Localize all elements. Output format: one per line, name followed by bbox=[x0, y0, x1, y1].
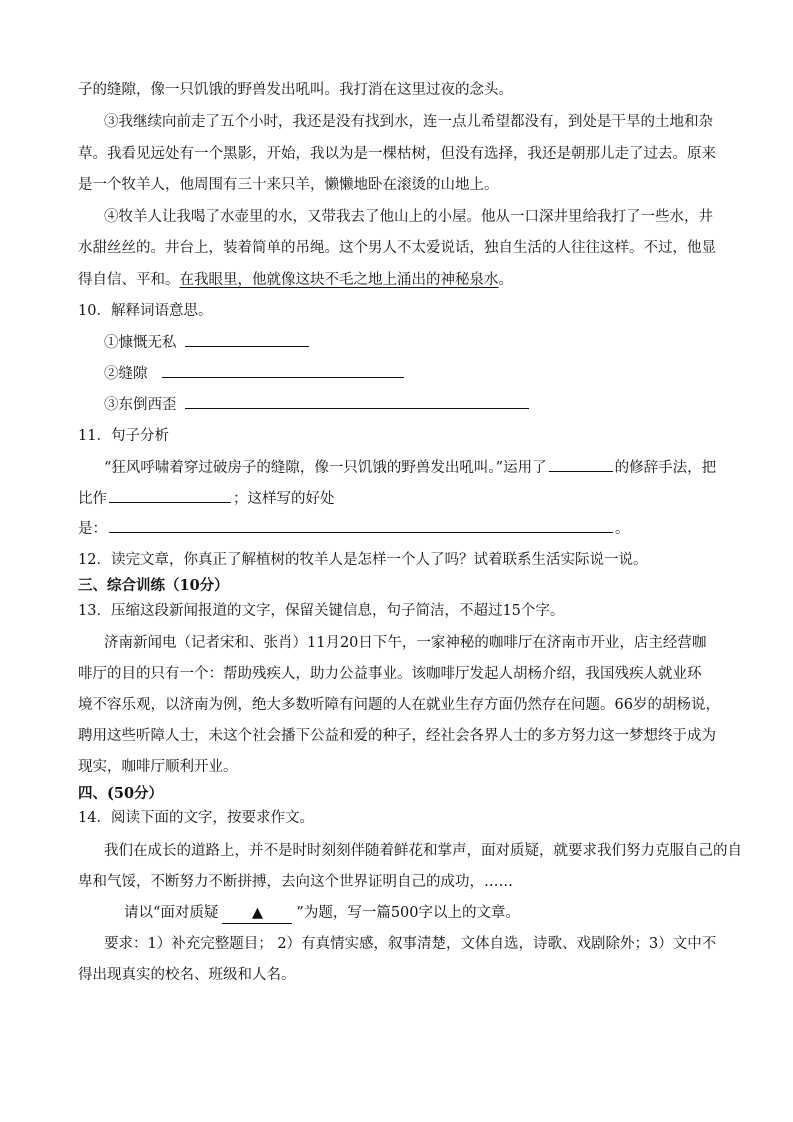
answer-blank[interactable] bbox=[109, 518, 613, 533]
q10-item-1 bbox=[104, 332, 311, 353]
essay-text-line: 我们在成长的道路上，并不是时时刻刻伴随着鲜花和掌声，面对质疑，就要求我们努力克服自己的自 bbox=[104, 843, 742, 859]
news-line: 聘用这些听障人士，未这个社会播下公益和爱的种子，经社会各界人士的多方努力这一梦想终于成为 bbox=[78, 728, 716, 744]
news-line: 啡厅的目的只有一个：帮助残疾人，助力公益事业。该咖啡厅发起人胡杨介绍，我国残疾人就业环 bbox=[78, 666, 702, 682]
q10-item-label: ②缝隙 bbox=[104, 366, 148, 382]
news-line: 现实，咖啡厅顺利开业。 bbox=[78, 759, 238, 775]
essay-requirements: 要求：1）补充完整题目； 2）有真情实感，叙事清楚，文体自选，诗歌、戏剧除外；3）文中不 bbox=[104, 936, 717, 952]
passage-text: 。 bbox=[498, 272, 513, 288]
passage-text: 得自信、平和。 bbox=[78, 272, 180, 288]
q11-text: 是： bbox=[78, 521, 107, 537]
answer-blank[interactable] bbox=[549, 457, 613, 472]
question-13-title: 13．压缩这段新闻报道的文字，保留关键信息，句子简洁，不超过15个字。 bbox=[78, 603, 565, 619]
news-line: 济南新闻电（记者宋和、张肖）11月20日下午，一家神秘的咖啡厅在济南市开业，店主经营咖 bbox=[104, 635, 707, 651]
question-10-title: 10．解释词语意思。 bbox=[78, 303, 213, 319]
q11-text: “狂风呼啸着穿过破房子的缝隙，像一只饥饿的野兽发出吼叫。”运用了 bbox=[104, 460, 547, 476]
passage-line: 水甜丝丝的。井台上，装着简单的吊绳。这个男人不太爱说话，独自生活的人往往这样。不过，他显 bbox=[78, 240, 716, 256]
essay-requirements: 得出现真实的校名、班级和人名。 bbox=[78, 967, 296, 983]
passage-line: ④牧羊人让我喝了水壶里的水，又带我去了他山上的小屋。他从一口深井里给我打了一些水，井 bbox=[104, 209, 713, 225]
answer-blank[interactable] bbox=[109, 488, 231, 503]
section-4-heading: 四、(50分） bbox=[78, 785, 164, 802]
q11-line bbox=[78, 518, 630, 539]
q11-line bbox=[78, 488, 335, 509]
q11-text: 的修辞手法，把 bbox=[614, 460, 717, 476]
prompt-text: ”为题，写一篇500字以上的文章。 bbox=[296, 905, 521, 921]
q10-item-2 bbox=[104, 363, 406, 384]
question-11-title: 11．句子分析 bbox=[78, 428, 169, 444]
q11-line bbox=[104, 457, 716, 478]
passage-line: 草。我看见远处有一个黑影，开始，我以为是一棵枯树，但没有选择，我还是朝那儿走了过去。原来 bbox=[78, 146, 716, 162]
question-12-title: 12．读完文章，你真正了解植树的牧羊人是怎样一个人了吗？试着联系生活实际说一说。 bbox=[78, 552, 648, 568]
q11-text: ；这样写的好处 bbox=[233, 491, 335, 507]
passage-line bbox=[78, 270, 513, 290]
passage-line: 子的缝隙，像一只饥饿的野兽发出吼叫。我打消在这里过夜的念头。 bbox=[78, 82, 513, 98]
prompt-text: 请以“面对质疑 bbox=[124, 905, 219, 921]
section-3-heading: 三、综合训练（10分） bbox=[78, 577, 229, 594]
title-blank[interactable]: ▲ bbox=[222, 903, 292, 924]
q10-item-label: ③东倒西歪 bbox=[104, 397, 177, 413]
q11-text: 。 bbox=[615, 521, 630, 537]
answer-blank[interactable] bbox=[185, 394, 529, 409]
q10-item-3 bbox=[104, 394, 531, 415]
underlined-sentence: 在我眼里，他就像这块不毛之地上涌出的神秘泉水 bbox=[179, 272, 499, 288]
essay-prompt bbox=[124, 903, 520, 924]
q10-item-label: ①慷慨无私 bbox=[104, 335, 177, 351]
answer-blank[interactable] bbox=[185, 332, 309, 347]
news-line: 境不容乐观，以济南为例，绝大多数听障有问题的人在就业生存方面仍然存在问题。66岁的胡杨说， bbox=[78, 697, 720, 713]
q11-text: 比作 bbox=[78, 491, 107, 507]
answer-blank[interactable] bbox=[162, 363, 404, 378]
question-14-title: 14．阅读下面的文字，按要求作文。 bbox=[78, 810, 314, 826]
passage-line: 是一个牧羊人，他周围有三十来只羊，懒懒地卧在滚烫的山地上。 bbox=[78, 177, 499, 193]
passage-line: ③我继续向前走了五个小时，我还是没有找到水，连一点儿希望都没有，到处是干旱的土地和杂 bbox=[104, 114, 713, 130]
essay-text-line: 卑和气馁，不断努力不断拼搏，去向这个世界证明自己的成功，…… bbox=[78, 874, 513, 890]
